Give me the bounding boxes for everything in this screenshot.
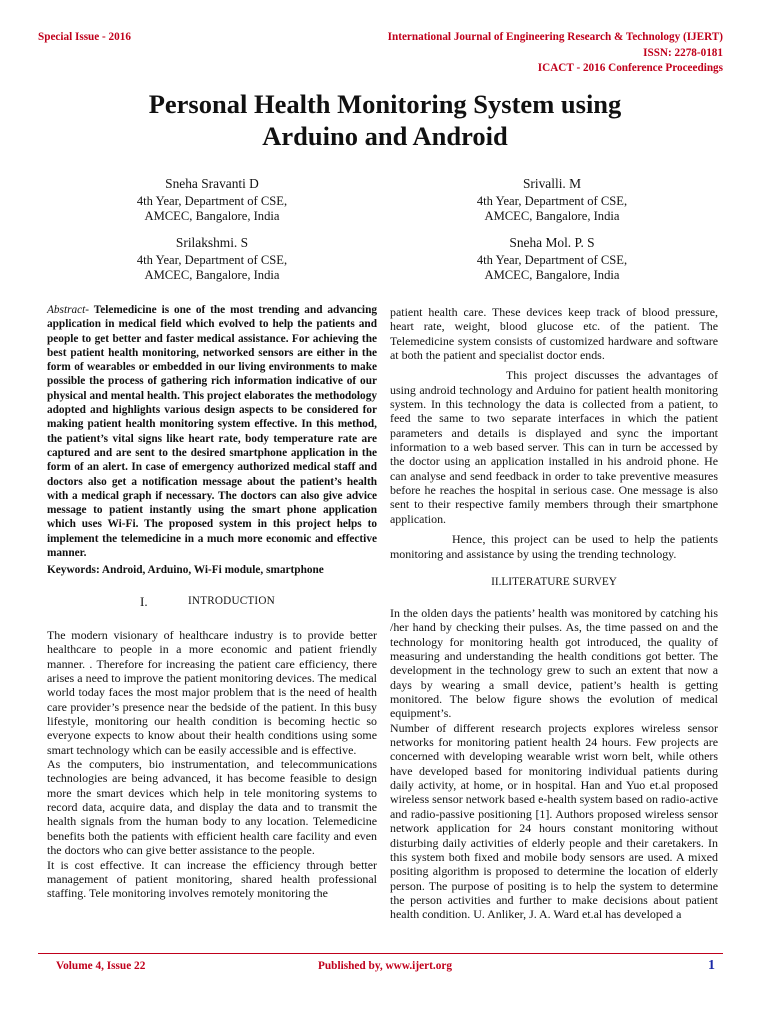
author-affiliation: AMCEC, Bangalore, India [144,267,280,282]
author-name: Srivalli. M [522,176,582,191]
paragraph: It is cost effective. It can increase the efficiency through better management of patient monitoring, shared health professional staffing. Tele monitoring involves remotely monitoring the [47,857,377,901]
author-name: Srilakshmi. S [175,235,249,250]
paper-title [40,88,730,152]
header-journal-block [388,30,723,77]
author-dept: 4th Year, Department of CSE, [476,193,628,208]
author-block [402,177,702,223]
abstract [47,303,377,560]
header-issue: Special Issue - 2016 [38,31,131,43]
header-issn: ISSN: 2278-0181 [643,46,723,59]
page-number: 1 [708,958,715,973]
author-affiliation: AMCEC, Bangalore, India [484,267,620,282]
paragraph: This project discusses the advantages of using android technology and Arduino for patient health monitoring system. In this technology the data is collected from a patient, to feed the same to two separate interfaces in which the patient parameters and details is displayed and sync the important information to a web based server. This can in turn be accessed by the doctor using an application installed in his android phone. He can analyse and send feedback in order to take preventive measures before he reaches the hospital in serious case. One message is also sent to their respective family members through their smartphone application. [390,368,718,526]
footer-rule [38,953,723,954]
section-number: I. [140,594,148,609]
author-affiliation: AMCEC, Bangalore, India [484,208,620,223]
right-column-intro-continued [390,305,718,567]
abstract-label: Abstract- [47,304,90,316]
author-name: Sneha Sravanti D [165,176,259,191]
paragraph: patient health care. These devices keep track of blood pressure, heart rate, weight, blood glucose etc. of the patient. The Telemedicine system consists of customized hardware and software at both the patient and specialist doctor ends. [390,305,718,363]
author-dept: 4th Year, Department of CSE, [476,252,628,267]
paragraph: Number of different research projects explores wireless sensor networks for monitoring patient health 24 hours. Few projects are concerned with developing wearable wrist worn belt, while others have developed based for monitoring individual patients during daily activity, at home, or in hospital. Han and Yuo et.al proposed wireless sensor network based e-health system based on radio-active and radio-passive positioning [1]. Authors proposed wireless sensor network application for 24 hours constant monitoring without disturbing daily activities of elderly people and their caretakers. In this system both fixed and mobile body sensors are used. A mixed positing algorithm is proposed to determine the location of elderly person. The purpose of positing is to help the system to determine the person activities and further to make decisions about patient health condition. U. Anliker, J. A. Ward et.al has developed a [390,720,718,922]
paragraph: The modern visionary of healthcare industry is to provide better healthcare to people in a more economic and patient friendly manner. . Therefore for increasing the patient care efficiency, there arises a need to improve the patient monitoring devices. The medical world today faces the most major problem that is the need of health care provider’s presence near the bedside of the patient. In this busy lifestyle, monitoring our health condition is becoming hectic so everyone expects to know about their health conditions using some smart technology which can be easily accessible and is effective. [47,628,377,757]
keywords: Keywords: Android, Arduino, Wi-Fi module, smartphone [47,564,324,576]
paper-title-line2: Arduino and Android [262,121,508,151]
author-name: Sneha Mol. P. S [509,235,595,250]
section-heading-literature-survey: II.LITERATURE SURVEY [491,576,617,588]
abstract-text: Telemedicine is one of the most trending and advancing application in medical field which evolved to help the patients and people to get better and faster medical assistance. For achieving the best patient health monitoring, networked sensors are either in the form of wearables or embedded in our living environments to make possible the process of gathering rich information indicative of our physical and mental health. This project elaborates the methodology adopted and highlights various design aspects to be considered for making patient health monitoring system effective. In this method, the patient’s vital signs like heart rate, body temperature rate are captured and are sent to the desired smartphone application in the form of an alert. In case of emergency authorized medical staff and doctors also get a notification message about the patient’s health with a medical graph if necessary. The doctors can also give advice message to patient instantly using the smart phone application which uses Wi-Fi. The proposed system in this project helps to implement the telemedicine in a much more economic and effective manner. [47,304,377,560]
author-dept: 4th Year, Department of CSE, [136,193,288,208]
author-affiliation: AMCEC, Bangalore, India [144,208,280,223]
literature-survey-body [390,606,718,922]
section-title: INTRODUCTION [188,595,275,607]
header-journal: International Journal of Engineering Research & Technology (IJERT) [387,31,723,43]
paragraph: In the olden days the patients’ health was monitored by catching his /her hand by checking their pulses. As, the time passed on and the technology for monitoring health got introduced, the quality of measuring and understanding the health conditions got better. The development in the technology grew to such an extent that now a days by wearing a small device, patient’s health is getting monitored. The below figure shows the evolution of medical equipment’s. [390,606,718,721]
author-block [402,236,702,282]
footer-publisher: Published by, www.ijert.org [318,960,453,972]
author-block [62,236,362,282]
paragraph: As the computers, bio instrumentation, and telecommunications technologies are being advanced, it has become feasible to design more the smart devices which help in tele monitoring systems to record data, acquire data, and display the data and to transmit the health signals from the human body to any location. Telemedicine benefits both the patients with efficient health care facility and even the doctors who can give better assistance to the people. [47,757,377,858]
introduction-body [47,628,377,901]
footer-volume: Volume 4, Issue 22 [56,960,146,972]
author-block [62,177,362,223]
paper-title-line1: Personal Health Monitoring System using [148,89,622,119]
author-dept: 4th Year, Department of CSE, [136,252,288,267]
header-conference: ICACT - 2016 Conference Proceedings [537,62,723,74]
paragraph: Hence, this project can be used to help the patients monitoring and assistance by using the trending technology. [390,532,718,561]
